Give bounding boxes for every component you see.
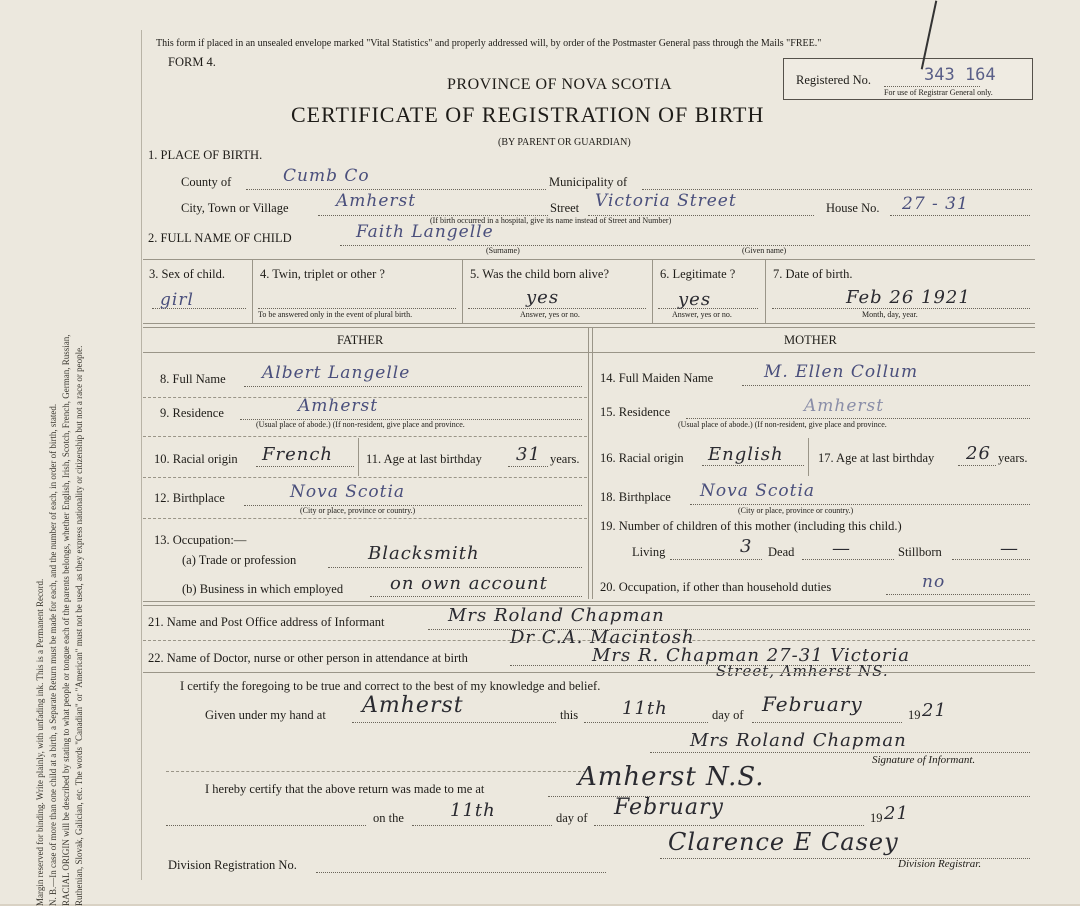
business-line [370,596,582,597]
trade-label: (a) Trade or profession [182,553,297,567]
dead-line [802,559,894,560]
informant-value: Mrs Roland Chapman [448,605,665,626]
margin-line-4: Ruthenian, Slovak, Galician, etc. The words "Canadian" or "American" must not be used, as they express nationality or citizenship but not a race or people. [74,345,84,906]
father-birthplace-value: Nova Scotia [290,482,406,502]
mother-birthplace-line [690,504,1030,505]
trade-value: Blacksmith [368,543,480,564]
surname-note: (Surname) [486,246,520,255]
doctor-value: Dr C.A. Macintosh [510,627,695,648]
alive-note: Answer, yes or no. [520,310,580,319]
doctor-value-3: Street, Amherst NS. [716,662,889,680]
informant-bottom-rule [143,672,1035,673]
father-birthplace-label: 12. Birthplace [154,491,225,505]
alive-label: 5. Was the child born alive? [470,267,610,281]
parents-divider [588,327,589,599]
given-month-line [752,722,902,723]
mother-birthplace-note: (City or place, province or country.) [738,506,854,515]
child-name-value: Faith Langelle [356,222,494,242]
divider-4-5 [462,259,463,323]
province-heading: PROVINCE OF NOVA SCOTIA [447,76,673,93]
divider-5-6 [652,259,653,323]
mother-residence-value: Amherst [804,396,885,416]
father-residence-value: Amherst [298,396,379,416]
divider-3-4 [252,259,253,323]
mother-age-label: 17. Age at last birthday [818,451,935,465]
parents-bottom-rule [143,601,1035,602]
given-year-value: 21 [922,700,947,721]
legitimate-value: yes [678,289,712,310]
return-year-value: 21 [884,803,909,824]
margin-notes [34,106,86,906]
return-day-line [412,825,552,826]
house-line [890,215,1030,216]
municipality-line [642,189,1032,190]
parents-top-rule-2 [143,327,1035,328]
child-name-label: 2. FULL NAME OF CHILD [148,231,292,245]
city-label: City, Town or Village [181,201,289,215]
street-value: Victoria Street [595,191,737,211]
registrar-use-note: For use of Registrar General only. [884,88,993,97]
house-value: 27 - 31 [902,194,969,214]
on-the-label: on the [373,811,404,825]
mother-racial-divider [808,438,809,476]
mother-age-line [958,465,996,466]
margin-line-2: N. B.—In case of more than one child at a birth, a Separate Return must be made for each, and the number of each, in order of birth, stated. [48,403,58,906]
registrar-dotted-rule [166,771,586,772]
return-day-of-label: day of [556,811,588,825]
mother-name-line [742,385,1030,386]
mail-notice: This form if placed in an unsealed envelope marked "Vital Statistics" and properly addressed will, by order of the Postmaster General pass through the Mails "FREE." [156,38,822,49]
return-label: I hereby certify that the above return was made to me at [205,782,485,796]
divider-6-7 [765,259,766,323]
mother-name-label: 14. Full Maiden Name [600,371,714,385]
hospital-note: (If birth occurred in a hospital, give its name instead of Street and Number) [430,216,672,225]
form-left-border [141,30,142,880]
county-line [246,189,546,190]
legitimate-label: 6. Legitimate ? [660,267,736,281]
twin-note: To be answered only in the event of plural birth. [258,310,413,319]
mother-racial-value: English [708,444,784,465]
division-registration-label: Division Registration No. [168,858,297,872]
sex-label: 3. Sex of child. [149,267,226,281]
given-place-value: Amherst [362,693,464,718]
given-label: Given under my hand at [205,708,326,722]
mother-birthplace-label: 18. Birthplace [600,490,671,504]
mother-occupation-label: 20. Occupation, if other than household duties [600,580,832,594]
certificate-subtitle: (BY PARENT OR GUARDIAN) [498,137,631,148]
birth-date-label: 7. Date of birth. [773,267,853,281]
given-month-value: February [762,692,863,716]
parents-divider-2 [592,327,593,599]
legitimate-note: Answer, yes or no. [672,310,732,319]
signature-label: Signature of Informant. [872,754,976,766]
mother-name-value: M. Ellen Collum [764,362,919,382]
twin-line [258,308,456,309]
father-racial-value: French [262,444,334,465]
registrar-signature: Clarence E Casey [668,828,899,856]
division-registration-line [316,872,606,873]
doctor-value-2: Mrs R. Chapman 27-31 Victoria [592,645,911,666]
mother-residence-note: (Usual place of abode.) (If non-resident, give place and province. [678,420,887,429]
city-value: Amherst [336,191,417,211]
father-name-label: 8. Full Name [160,372,226,386]
return-day-value: 11th [450,800,496,821]
stillborn-label: Stillborn [898,545,942,559]
return-month-line [594,825,864,826]
registered-line [884,86,980,87]
father-age-line [508,466,548,467]
county-label: County of [181,175,232,189]
mother-racial-label: 16. Racial origin [600,451,684,465]
living-label: Living [632,545,666,559]
father-row-rule-4 [143,518,587,519]
stillborn-value: — [1000,538,1019,559]
certify-statement: I certify the foregoing to be true and correct to the best of my knowledge and belief. [180,679,601,693]
on-the-lead-line [166,825,366,826]
birth-date-value: Feb 26 1921 [846,287,971,308]
living-line [670,559,762,560]
dead-label: Dead [768,545,795,559]
county-value: Cumb Co [283,166,370,186]
given-day-line [584,722,708,723]
margin-line-1: Margin reserved for binding. Write plainly, with unfading ink. This is a Permanent Record. [35,578,45,906]
father-racial-divider [358,438,359,476]
father-row-rule-3 [143,477,587,478]
father-birthplace-note: (City or place, province or country.) [300,506,416,515]
street-label: Street [550,201,580,215]
father-racial-line [256,466,354,467]
father-name-line [244,386,582,387]
mother-heading: MOTHER [784,333,837,347]
row-3-top-rule [143,259,1035,260]
twin-label: 4. Twin, triplet or other ? [260,267,385,281]
sex-value: girl [160,290,194,310]
registration-box [783,58,1033,100]
return-month-value: February [614,795,724,820]
mother-residence-line [686,418,1030,419]
municipality-label: Municipality of [549,175,628,189]
father-row-rule-2 [143,436,587,437]
business-label: (b) Business in which employed [182,582,344,596]
father-residence-label: 9. Residence [160,406,224,420]
given-year-prefix: 19 [908,708,921,722]
registered-number: 343 164 [924,65,996,85]
place-of-birth-label: 1. PLACE OF BIRTH. [148,148,263,162]
business-value: on own account [390,573,548,594]
given-name-note: (Given name) [742,246,787,255]
informant-label: 21. Name and Post Office address of Informant [148,615,385,629]
father-age-value: 31 [516,444,541,465]
living-value: 3 [740,536,753,557]
mother-occupation-value: no [922,572,946,592]
house-label: House No. [826,201,880,215]
return-year-prefix: 19 [870,811,883,825]
registrar-label: Division Registrar. [898,858,982,870]
father-residence-note: (Usual place of abode.) (If non-resident, give place and province. [256,420,465,429]
mother-years-label: years. [998,451,1028,465]
father-heading: FATHER [337,333,384,347]
registered-label: Registered No. [796,73,871,87]
trade-line [328,567,582,568]
informant-signature: Mrs Roland Chapman [690,730,907,751]
mother-occupation-line [886,594,1030,595]
informant-signature-line [650,752,1030,753]
given-place-line [352,722,556,723]
doctor-label: 22. Name of Doctor, nurse or other person in attendance at birth [148,651,468,665]
father-years-label: years. [550,452,580,466]
given-day-value: 11th [622,698,668,719]
certificate-title: CERTIFICATE OF REGISTRATION OF BIRTH [291,102,765,127]
father-occupation-label: 13. Occupation:— [154,533,247,547]
form-number: FORM 4. [168,55,216,69]
children-count-label: 19. Number of children of this mother (including this child.) [600,519,902,533]
stillborn-line [952,559,1030,560]
mother-age-value: 26 [966,443,991,464]
alive-value: yes [526,287,560,308]
this-label: this [560,708,579,722]
mother-residence-label: 15. Residence [600,405,671,419]
return-place-value: Amherst N.S. [578,762,765,792]
parents-top-rule [143,323,1035,324]
parents-heading-rule [143,352,1035,353]
day-of-label: day of [712,708,744,722]
child-name-line [340,245,1030,246]
birth-date-note: Month, day, year. [862,310,918,319]
alive-line [468,308,646,309]
father-age-label: 11. Age at last birthday [366,452,482,466]
father-name-value: Albert Langelle [262,363,411,383]
mother-birthplace-value: Nova Scotia [700,481,816,501]
birth-date-line [772,308,1030,309]
mother-racial-line [702,465,804,466]
margin-line-3: RACIAL ORIGIN will be described by stating to what people or tongue each of the parents belongs, whether English, Irish, Scotch, French, German, Russian, [61,334,71,906]
father-racial-label: 10. Racial origin [154,452,238,466]
dead-value: — [832,538,851,559]
